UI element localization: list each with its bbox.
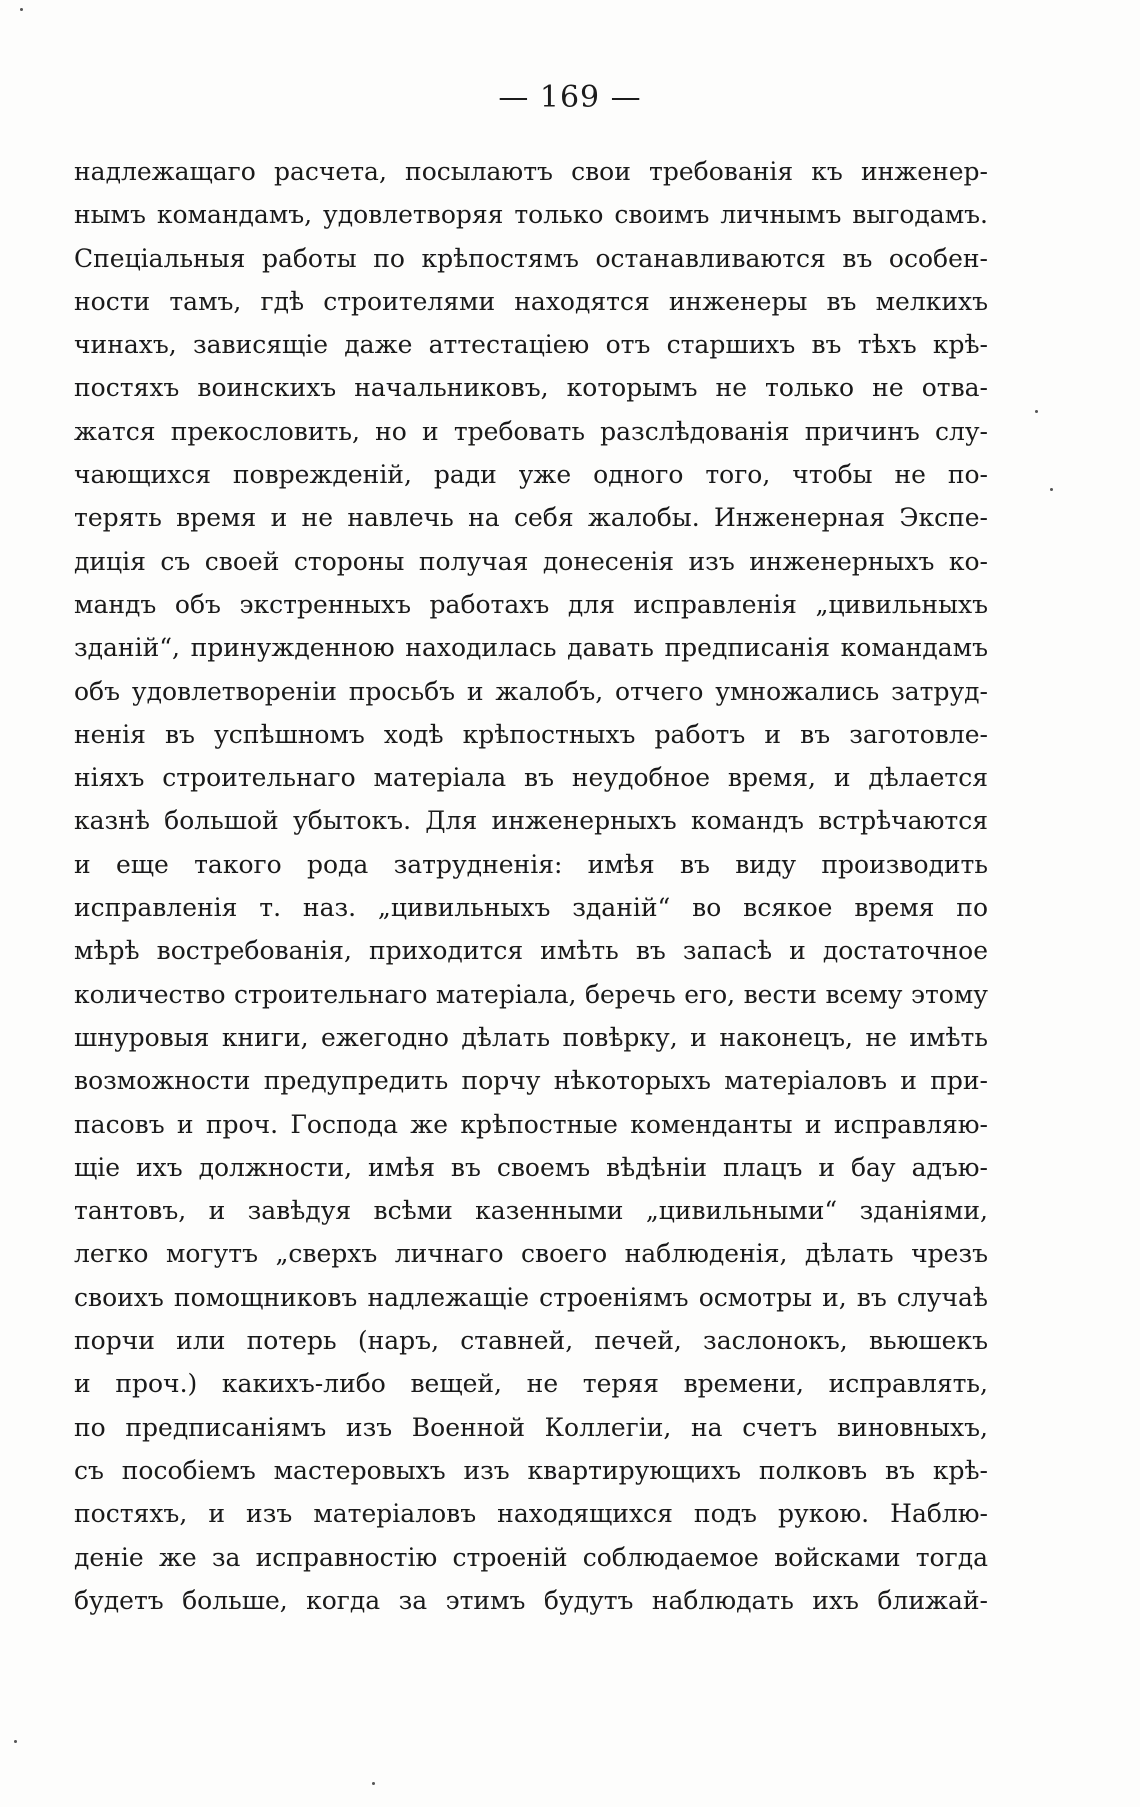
scan-speck [1050, 488, 1053, 491]
text-line: диція съ своей стороны получая донесенія изъ инженерныхъ ко- [74, 546, 988, 576]
page-number: — 169 — [498, 80, 642, 115]
text-line: количество строительнаго матеріала, беречь его, вести всему этому [74, 979, 988, 1009]
text-line: мѣрѣ востребованія, приходится имѣть въ запасѣ и достаточное [74, 936, 988, 966]
text-line: зданій“, принужденною находилась давать предписанія командамъ [74, 633, 988, 663]
text-line: щіе ихъ должности, имѣя въ своемъ вѣдѣніи плацъ и бау адъю- [74, 1152, 988, 1182]
text-line: шнуровыя книги, ежегодно дѣлать повѣрку, и наконецъ, не имѣть [74, 1022, 988, 1052]
text-line: ности тамъ, гдѣ строителями находятся инженеры въ мелкихъ [74, 286, 988, 316]
text-line: Спеціальныя работы по крѣпостямъ останавливаются въ особен- [74, 243, 988, 273]
text-line: постяхъ воинскихъ начальниковъ, которымъ не только не отва- [74, 373, 988, 403]
text-line: по предписаніямъ изъ Военной Коллегіи, на счетъ виновныхъ, [74, 1412, 988, 1442]
body-text [74, 150, 988, 1622]
scan-speck [1035, 410, 1038, 413]
scan-speck [14, 1740, 17, 1743]
scan-speck [20, 8, 23, 11]
text-line: терять время и не навлечь на себя жалобы. Инженерная Экспе- [74, 503, 988, 533]
text-line: и проч.) какихъ-либо вещей, не теряя времени, исправлять, [74, 1369, 988, 1399]
text-line: постяхъ, и изъ матеріаловъ находящихся подъ рукою. Наблю- [74, 1499, 988, 1529]
text-line: деніе же за исправностію строеній соблюдаемое войсками тогда [74, 1542, 988, 1572]
text-line: надлежащаго расчета, посылаютъ свои требованія къ инженер- [74, 157, 988, 186]
text-line: ніяхъ строительнаго матеріала въ неудобное время, и дѣлается [74, 763, 988, 793]
text-line: своихъ помощниковъ надлежащіе строеніямъ осмотры и, въ случаѣ [74, 1282, 988, 1312]
text-line: легко могутъ „сверхъ личнаго своего наблюденія, дѣлать чрезъ [74, 1239, 988, 1269]
text-line: чинахъ, зависящіе даже аттестаціею отъ старшихъ въ тѣхъ крѣ- [74, 330, 988, 360]
text-line: чающихся поврежденій, ради уже одного того, чтобы не по- [74, 460, 988, 490]
text-line: исправленія т. наз. „цивильныхъ зданій“ во всякое время по [74, 893, 988, 923]
text-line: съ пособіемъ мастеровыхъ изъ квартирующихъ полковъ въ крѣ- [74, 1455, 988, 1485]
text-line: будетъ больше, когда за этимъ будутъ наблюдать ихъ ближай- [74, 1585, 988, 1615]
text-line: порчи или потерь (наръ, ставней, печей, заслонокъ, вьюшекъ [74, 1326, 988, 1356]
scan-speck [372, 1782, 375, 1785]
text-line: мандъ объ экстренныхъ работахъ для исправленія „цивильныхъ [74, 589, 988, 619]
text-line: возможности предупредить порчу нѣкоторыхъ матеріаловъ и при- [74, 1066, 988, 1096]
text-line: и еще такого рода затрудненія: имѣя въ виду производить [74, 849, 988, 879]
text-line: объ удовлетвореніи просьбъ и жалобъ, отчего умножались затруд- [74, 676, 988, 706]
text-line: жатся прекословить, но и требовать разслѣдованія причинъ слу- [74, 416, 988, 446]
text-line: ненія въ успѣшномъ ходѣ крѣпостныхъ работъ и въ заготовле- [74, 719, 988, 749]
text-line: казнѣ большой убытокъ. Для инженерныхъ командъ встрѣчаются [74, 806, 988, 836]
text-line: тантовъ, и завѣдуя всѣми казенными „цивильными“ зданіями, [74, 1196, 988, 1226]
text-line: пасовъ и проч. Господа же крѣпостные коменданты и исправляю- [74, 1109, 988, 1139]
text-line: нымъ командамъ, удовлетворяя только своимъ личнымъ выгодамъ. [74, 200, 988, 230]
